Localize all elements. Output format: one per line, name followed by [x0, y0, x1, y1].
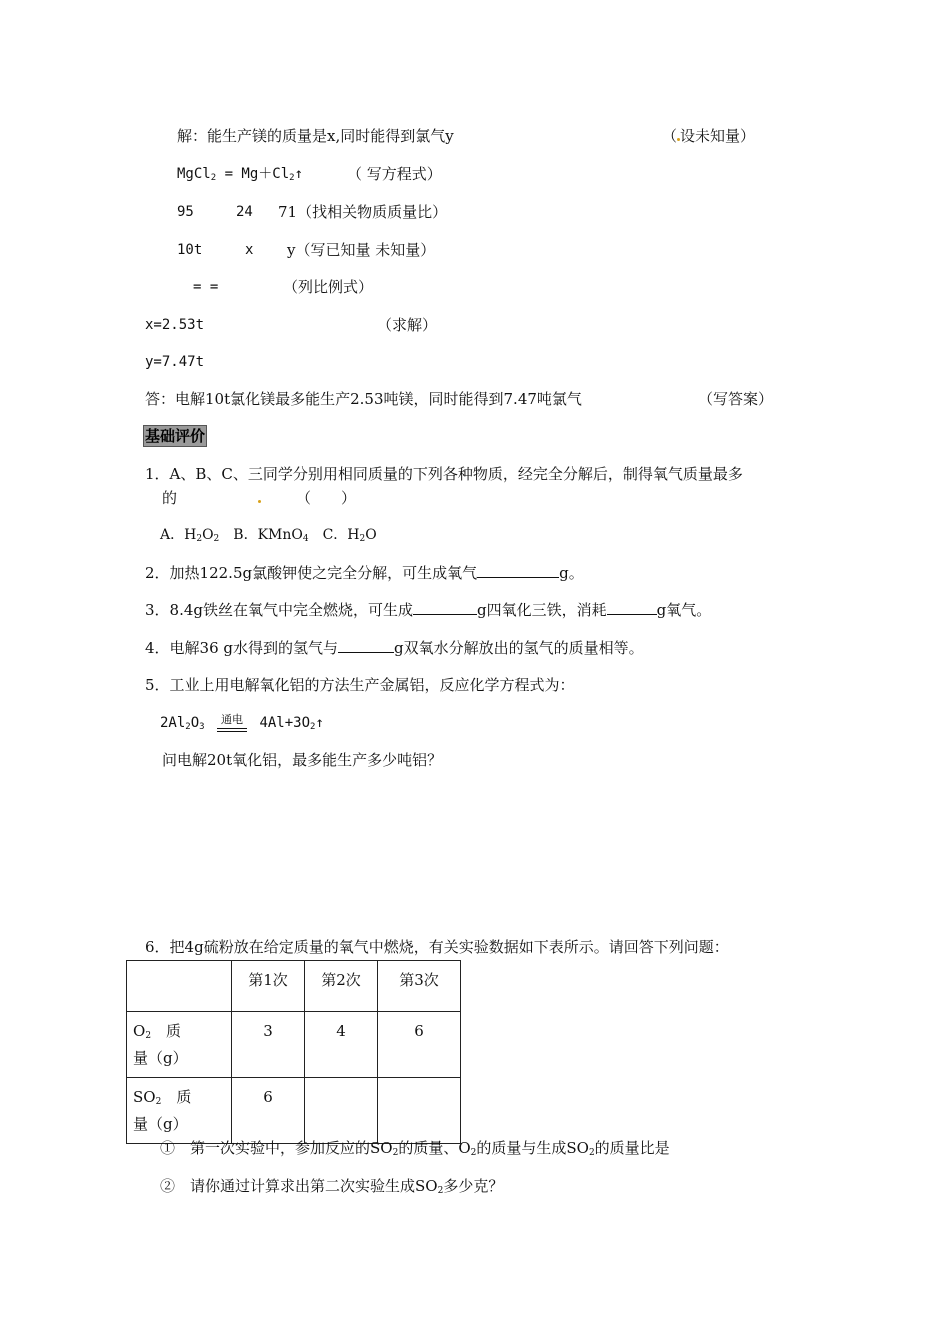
question-4: 4．电解36 g水得到的氢气与 g双氧水分解放出的氢气的质量相等。	[145, 639, 644, 657]
unknown-y: y（写已知量 未知量）	[287, 241, 436, 259]
table-row	[127, 1012, 461, 1078]
equation-mgcl2: MgCl$_2$ = $Mg+Cl_2↑$	[177, 166, 304, 183]
known-10t: 10t	[177, 242, 203, 258]
experiment-table	[126, 960, 461, 1144]
question-6: 6．把4g硫粉放在给定质量的氧气中燃烧，有关实验数据如下表所示。请回答下列问题：	[145, 938, 729, 956]
question-1: 1．A、B、C、三同学分别用相同质量的下列各种物质，经完全分解后，制得氧气质量最多	[145, 465, 743, 483]
row-label-so2: $SO_2$ 质 量（g）	[127, 1078, 232, 1144]
mass-ratio-24: 24	[236, 204, 253, 220]
table-cell: 4	[305, 1012, 378, 1078]
answer-blank[interactable]	[413, 600, 477, 615]
solution-line-1: 解：能生产镁的质量是x,同时能得到氯气y	[177, 127, 454, 145]
mass-ratio-95: 95	[177, 204, 194, 220]
question-1-continued: 的	[162, 489, 178, 507]
sub-question-1: ① 第一次实验中，参加反应的$SO_2$的质量、$O_2$的质量与生成$SO_2$的质量比是	[160, 1139, 670, 1158]
mass-ratio-71: 71（找相关物质质量比）	[278, 203, 448, 221]
section-title: 基础评价	[145, 427, 206, 445]
answer-note: （写答案）	[698, 390, 774, 408]
y-value: y=7.47t	[145, 354, 205, 370]
table-row	[127, 1078, 461, 1144]
table-header: 第3次	[378, 961, 461, 1012]
sub-question-2: ② 请你通过计算求出第二次实验生成$SO_2$多少克？	[160, 1177, 504, 1196]
question-2: 2．加热122.5g氯酸钾使之完全分解，可生成氧气 g。	[145, 564, 584, 582]
question-1-answer-paren: （ ）	[296, 489, 357, 507]
marker-dot	[258, 488, 261, 508]
answer-blank[interactable]	[477, 563, 559, 578]
table-cell[interactable]	[305, 1078, 378, 1144]
table-cell: 6	[378, 1012, 461, 1078]
question-5-ask: 问电解20t氧化铝，最多能生产多少吨铝？	[162, 751, 443, 769]
proportion-note: （列比例式）	[283, 278, 374, 296]
equation-note: （ 写方程式）	[347, 165, 442, 183]
table-header: 第2次	[305, 961, 378, 1012]
table-cell: 6	[232, 1078, 305, 1144]
solution-line-1-note: （ 设未知量）	[662, 127, 756, 145]
question-1-options: A．$H_2O_2$ B．KMnO$_4$ C．$H_2O$	[160, 527, 377, 544]
table-cell	[127, 961, 232, 1012]
x-value: x=2.53t	[145, 317, 205, 333]
table-header: 第1次	[232, 961, 305, 1012]
table-cell: 3	[232, 1012, 305, 1078]
answer-line: 答：电解10t氯化镁最多能生产2.53吨镁，同时能得到7.47吨氯气	[145, 390, 582, 408]
reaction-condition: 通电	[217, 714, 247, 732]
table-header-row	[127, 961, 461, 1012]
table-cell[interactable]	[378, 1078, 461, 1144]
answer-blank[interactable]	[607, 600, 657, 615]
unknown-x: x	[245, 242, 254, 258]
equation-al2o3: $2Al_2O_3$ 通电 $4Al+3O_2↑$	[160, 713, 324, 732]
x-note: （求解）	[377, 316, 438, 334]
proportion-equals: = =	[193, 279, 219, 295]
row-label-o2: $O_2$ 质 量（g）	[127, 1012, 232, 1078]
question-3: 3．8.4g铁丝在氧气中完全燃烧，可生成 g四氧化三铁，消耗 g氧气。	[145, 601, 712, 619]
answer-blank[interactable]	[338, 638, 394, 653]
question-5: 5．工业上用电解氧化铝的方法生产金属铝，反应化学方程式为：	[145, 676, 575, 694]
